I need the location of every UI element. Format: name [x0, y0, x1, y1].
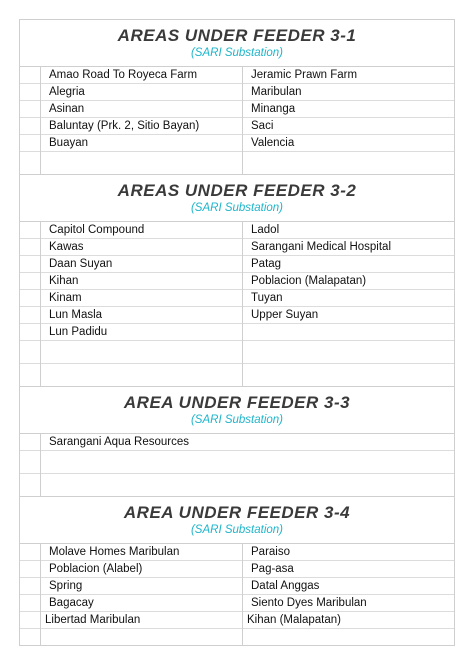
area-name-left: Spring: [41, 578, 243, 595]
section-subtitle: (SARI Substation): [190, 47, 284, 59]
table-row: [20, 152, 454, 175]
row-gutter: [20, 612, 41, 629]
row-gutter: [20, 101, 41, 118]
area-name-left: Molave Homes Maribulan: [41, 544, 243, 561]
section-title: AREAS UNDER FEEDER 3-1: [117, 26, 357, 45]
area-name-right: Jeramic Prawn Farm: [251, 69, 358, 81]
area-name-left: [41, 629, 243, 646]
area-table: [20, 544, 454, 645]
section-subtitle: (SARI Substation): [190, 202, 284, 214]
area-name-right: [243, 324, 455, 341]
area-table: [20, 67, 454, 174]
area-name-right: Siento Dyes Maribulan: [243, 595, 455, 612]
area-name-right: Kihan (Malapatan): [243, 612, 455, 629]
area-name-right: [243, 364, 455, 387]
area-name-right: [242, 474, 454, 497]
section-header: [20, 175, 454, 222]
area-name-left: [41, 474, 243, 497]
area-name-right: Datal Anggas: [243, 578, 455, 595]
area-name-right: Minanga: [243, 101, 455, 118]
area-name-right: Patag: [243, 256, 455, 273]
section-header: [20, 387, 454, 434]
row-gutter: [20, 152, 41, 175]
row-gutter: [20, 84, 41, 101]
section-header: [20, 20, 454, 67]
area-name-left: Poblacion (Alabel): [41, 561, 243, 578]
table-row: [20, 324, 454, 341]
table-row: [20, 341, 454, 364]
area-name-left: Bagacay: [41, 595, 243, 612]
table-row: [20, 101, 454, 118]
area-name-left: Lun Padidu: [41, 324, 243, 341]
table-row: [20, 561, 454, 578]
table-row: [20, 629, 454, 646]
area-name-right: [242, 451, 454, 474]
section-header: [20, 497, 454, 544]
table-row: [20, 118, 454, 135]
row-gutter: [20, 67, 41, 84]
area-name-left: Kihan: [41, 273, 243, 290]
row-gutter: [20, 561, 41, 578]
area-name-left: Sarangani Aqua Resources: [49, 436, 190, 448]
table-row: [20, 595, 454, 612]
row-gutter: [20, 324, 41, 341]
area-name-left: [41, 364, 243, 387]
table-row: [20, 273, 454, 290]
row-gutter: [20, 273, 41, 290]
area-name-right: Tuyan: [243, 290, 455, 307]
row-gutter: [20, 595, 41, 612]
area-name-right: Poblacion (Malapatan): [243, 273, 455, 290]
area-name-right: [242, 434, 454, 451]
table-row: [20, 434, 454, 451]
area-name-left: [41, 152, 243, 175]
table-row: [20, 135, 454, 152]
area-name-left: Daan Suyan: [41, 256, 243, 273]
table-row: [20, 307, 454, 324]
table-row: [20, 451, 454, 474]
row-gutter: [20, 341, 41, 364]
table-row: [20, 84, 454, 101]
area-name-left: Capitol Compound: [41, 222, 243, 239]
area-name-left: [41, 451, 243, 474]
row-gutter: [20, 578, 41, 595]
area-name-right: [243, 152, 455, 175]
feeder-3-3-section: [19, 387, 455, 497]
area-name-left: Asinan: [41, 101, 243, 118]
section-subtitle: (SARI Substation): [190, 524, 284, 536]
area-name-right: Upper Suyan: [243, 307, 455, 324]
row-gutter: [20, 474, 41, 497]
table-row: [20, 67, 454, 84]
table-row: [20, 222, 454, 239]
area-name-left: Lun Masla: [41, 307, 243, 324]
row-gutter: [20, 451, 41, 474]
row-gutter: [20, 544, 41, 561]
feeder-3-1-section: [19, 19, 455, 175]
row-gutter: [20, 256, 41, 273]
section-title: AREA UNDER FEEDER 3-4: [123, 503, 351, 522]
area-name-left: Kinam: [41, 290, 243, 307]
row-gutter: [20, 135, 41, 152]
row-gutter: [20, 307, 41, 324]
row-gutter: [20, 239, 41, 256]
table-row: [20, 256, 454, 273]
area-name-left: [41, 341, 243, 364]
row-gutter: [20, 222, 41, 239]
area-name-right: [243, 629, 455, 646]
area-name-right: Ladol: [251, 224, 280, 236]
table-row: [20, 612, 454, 629]
feeder-3-2-section: [19, 175, 455, 387]
section-title: AREAS UNDER FEEDER 3-2: [117, 181, 357, 200]
area-name-right: Paraiso: [251, 546, 290, 558]
area-name-left: Kawas: [41, 239, 243, 256]
area-name-left: Buayan: [41, 135, 243, 152]
feeder-3-4-section: [19, 497, 455, 646]
area-name-left: Baluntay (Prk. 2, Sitio Bayan): [41, 118, 243, 135]
area-name-right: Pag-asa: [243, 561, 455, 578]
area-name-right: Valencia: [243, 135, 455, 152]
area-table: [20, 434, 454, 496]
row-gutter: [20, 629, 41, 646]
table-row: [20, 474, 454, 497]
row-gutter: [20, 290, 41, 307]
area-name-left: Amao Road To Royeca Farm: [41, 67, 243, 84]
area-name-left: Libertad Maribulan: [41, 612, 243, 629]
section-subtitle: (SARI Substation): [190, 414, 284, 426]
table-row: [20, 364, 454, 387]
feeder-areas-document: [19, 19, 455, 646]
area-name-left: Alegria: [41, 84, 243, 101]
row-gutter: [20, 364, 41, 387]
table-row: [20, 239, 454, 256]
area-table: [20, 222, 454, 386]
table-row: [20, 544, 454, 561]
area-name-right: [243, 341, 455, 364]
area-name-right: Maribulan: [243, 84, 455, 101]
row-gutter: [20, 118, 41, 135]
area-name-right: Saci: [243, 118, 455, 135]
table-row: [20, 578, 454, 595]
section-title: AREA UNDER FEEDER 3-3: [123, 393, 351, 412]
table-row: [20, 290, 454, 307]
area-name-right: Sarangani Medical Hospital: [243, 239, 455, 256]
row-gutter: [20, 434, 41, 451]
